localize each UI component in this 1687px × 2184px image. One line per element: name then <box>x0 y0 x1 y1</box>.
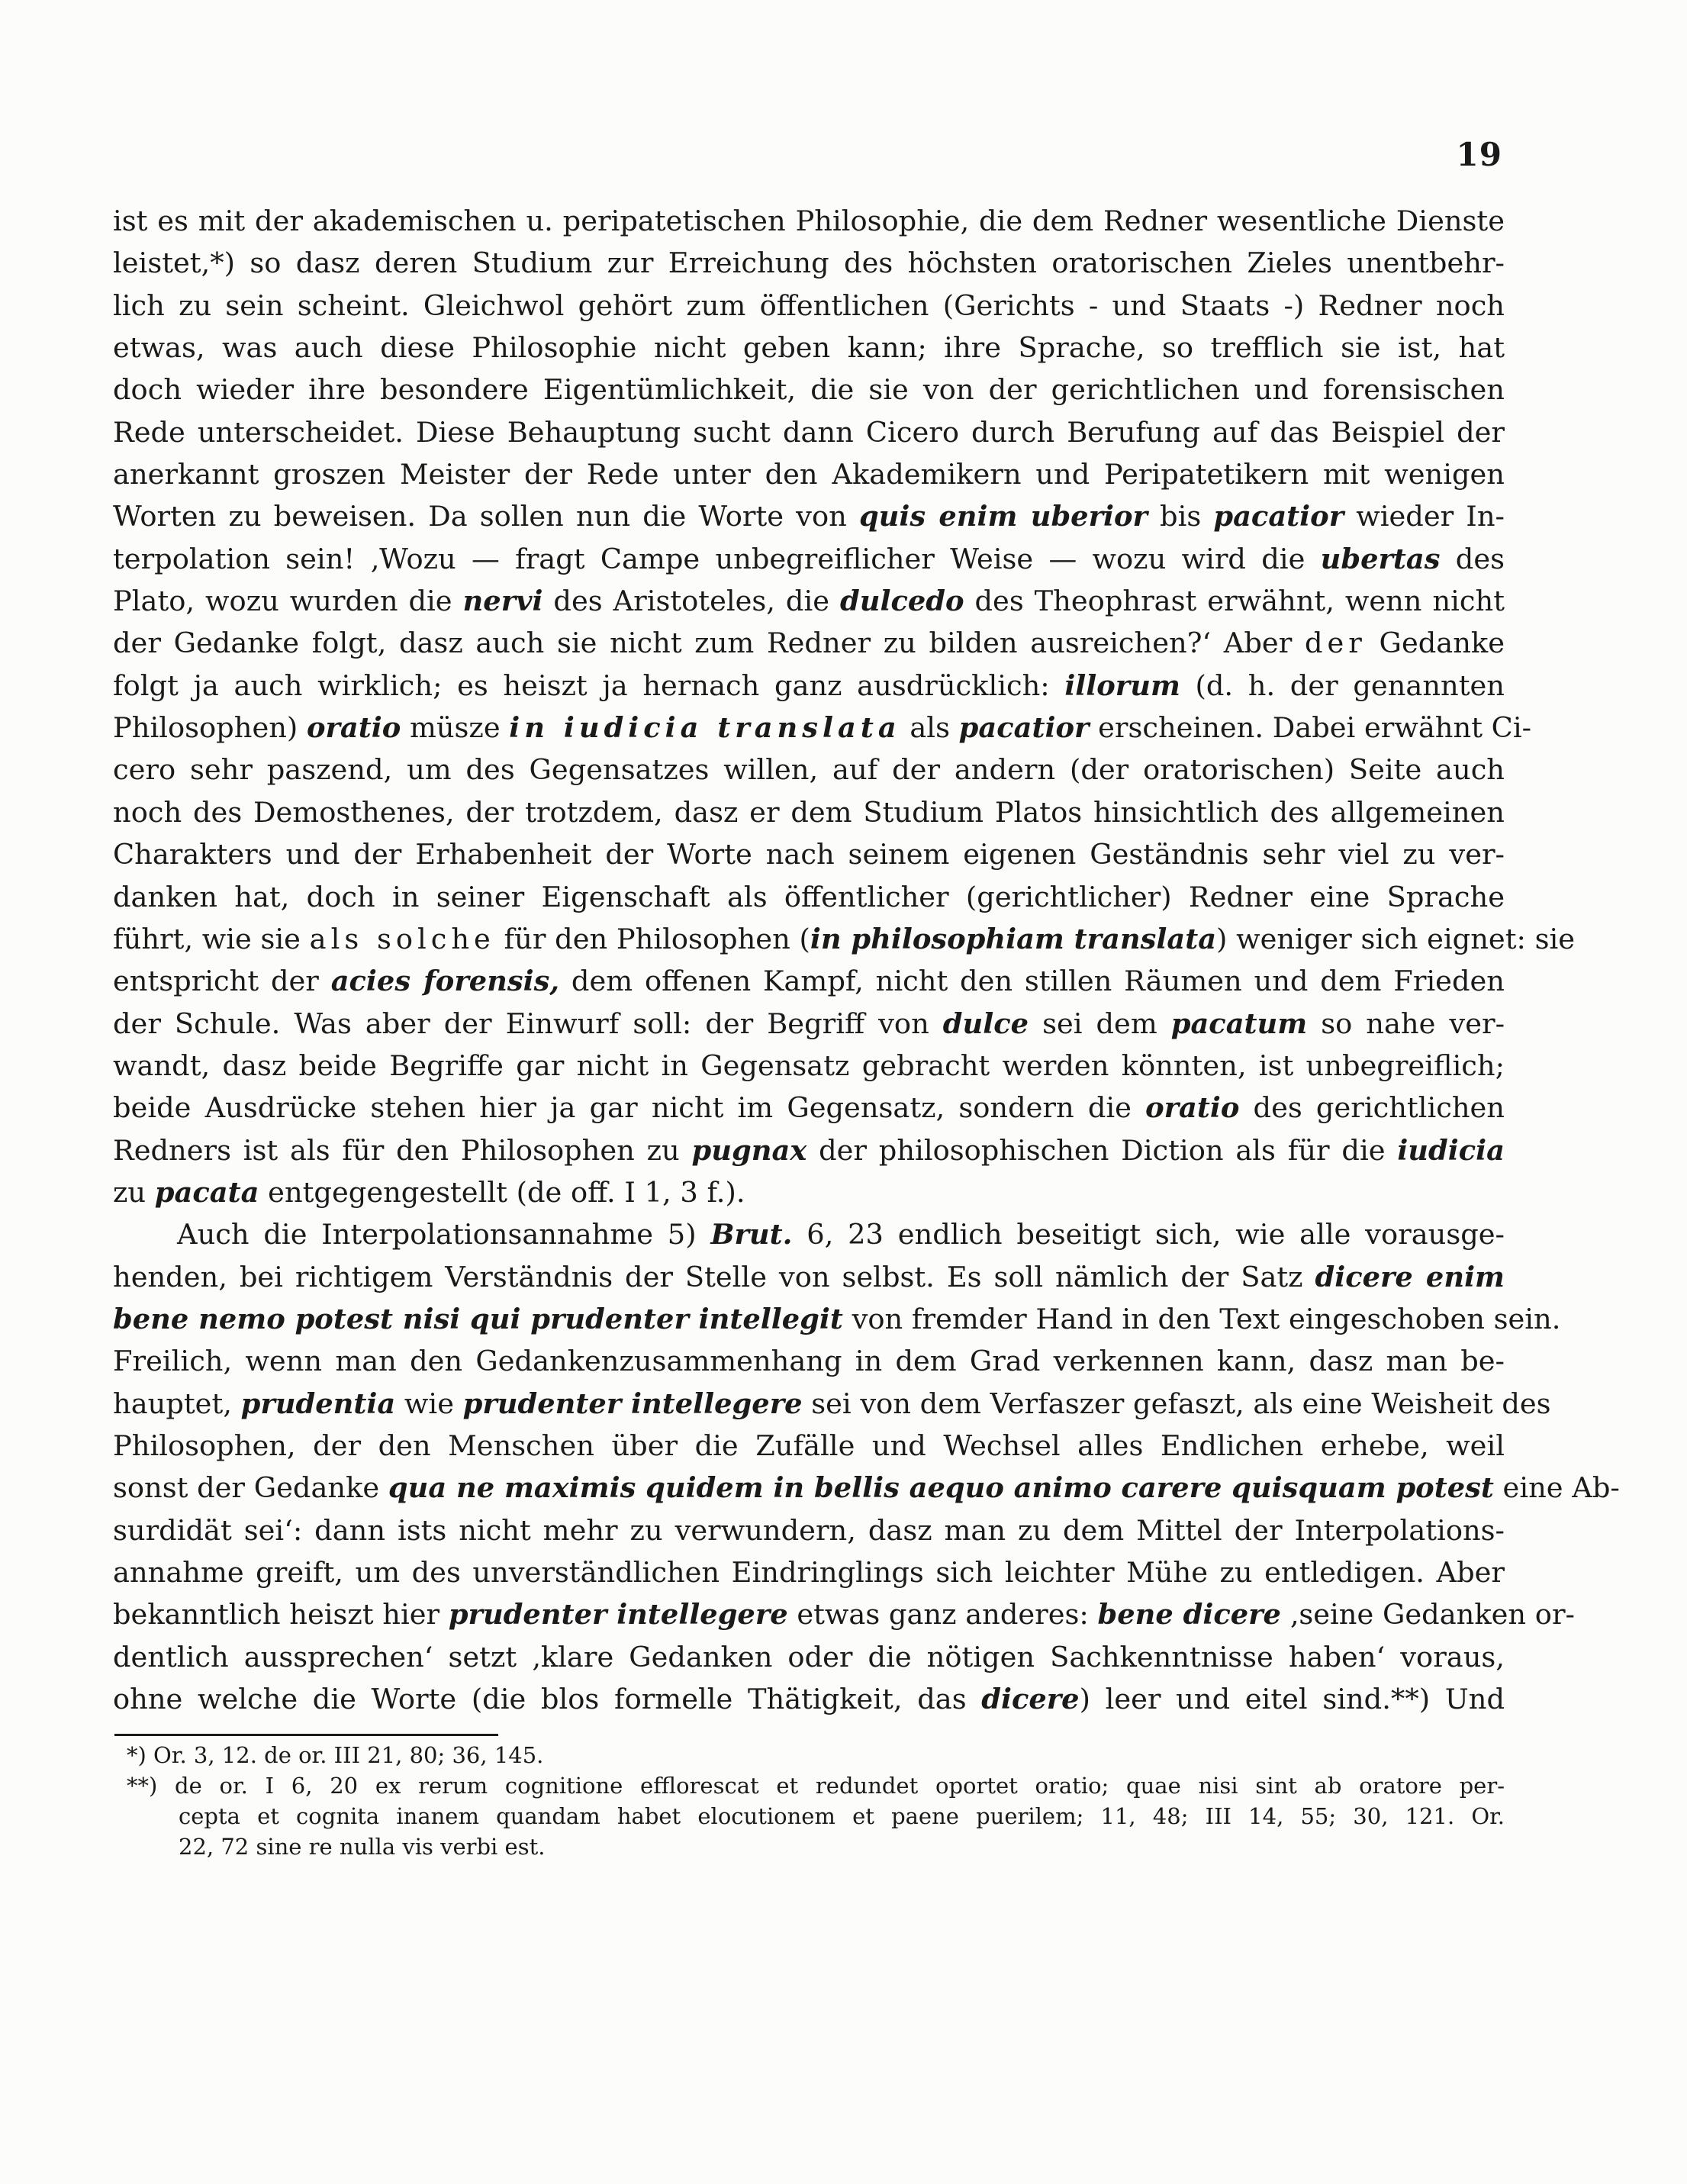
text-run: ohne welche die Worte (die blos formelle Thätigkeit, das <box>113 1683 982 1716</box>
text-run: dem offenen Kampf, nicht den stillen Räumen und dem Frieden <box>559 965 1505 998</box>
text-run: Gedanke <box>1366 627 1505 660</box>
text-run: 6, 23 endlich beseitigt sich, wie alle vorausge- <box>792 1218 1505 1251</box>
text-line <box>113 1171 1505 1213</box>
latin-phrase: bene nemo potest nisi qui prudenter intellegit <box>113 1301 843 1335</box>
latin-phrase: ubertas <box>1320 541 1441 575</box>
text-line: ist es mit der akademischen u. peripatetischen Philosophie, die dem Redner wesentliche Dienste <box>113 205 1505 237</box>
text-line: noch des Demosthenes, der trotzdem, dasz er dem Studium Platos hinsichtlich des allgemeinen <box>113 795 1505 829</box>
text-run: eine Ab- <box>1493 1471 1620 1505</box>
text-line <box>113 1129 1505 1171</box>
text-line: leistet,*) so dasz deren Studium zur Erreichung des höchsten oratorischen Zieles unentbehr- <box>113 246 1505 280</box>
text-line: wandt, dasz beide Begriffe gar nicht in Gegensatz gebracht werden könnten, ist unbegreiflich; <box>113 1049 1505 1082</box>
text-line <box>113 1298 1561 1340</box>
latin-phrase: prudenter intellegere <box>462 1386 803 1420</box>
text-run: beide Ausdrücke stehen hier ja gar nicht im Gegensatz, sondern die <box>113 1091 1146 1125</box>
text-run: bekanntlich heiszt hier <box>113 1598 449 1632</box>
latin-phrase: pugnax <box>691 1132 807 1167</box>
text-run: für den Philosophen ( <box>494 922 810 955</box>
latin-phrase: pacatum <box>1170 1006 1308 1040</box>
text-run: der Schule. Was aber der Einwurf soll: der Begriff von <box>113 1007 943 1040</box>
text-run: zu <box>113 1175 155 1209</box>
text-run: des Aristoteles, die <box>542 585 840 618</box>
text-line <box>113 538 1505 580</box>
text-line <box>113 1213 1505 1255</box>
text-run: wieder In- <box>1344 500 1505 533</box>
latin-phrase-spaced: in iudicia translata <box>509 710 901 745</box>
main-text <box>113 200 1620 1720</box>
latin-phrase: dulcedo <box>839 584 964 618</box>
text-line <box>113 580 1505 622</box>
text-run: wie <box>395 1387 463 1420</box>
footnote-line: 22, 72 sine re nulla vis verbi est. <box>179 1834 546 1860</box>
text-line <box>113 1383 1551 1425</box>
text-run: folgt ja auch wirklich; es heiszt ja hernach ganz ausdrücklich: <box>113 668 1065 702</box>
text-run: führt, wie sie <box>113 922 310 955</box>
spaced-text: als solche <box>309 922 495 955</box>
text-run: der philosophischen Diction als für die <box>806 1133 1398 1167</box>
text-line: surdidät sei‘: dann ists nicht mehr zu verwundern, dasz man zu dem Mittel der Interpolations- <box>113 1513 1505 1547</box>
text-run: (d. h. der genannten <box>1180 668 1505 702</box>
footnote-rule <box>114 1734 498 1736</box>
text-run: ) leer und eitel sind.**) Und <box>1079 1683 1505 1716</box>
latin-phrase: qua ne maximis quidem in bellis aequo animo carere quisquam potest <box>388 1470 1494 1505</box>
text-line <box>113 1678 1505 1720</box>
text-run: als <box>900 711 959 745</box>
latin-phrase: oratio <box>1145 1090 1240 1125</box>
latin-phrase: Brut. <box>710 1217 793 1251</box>
text-run: der Gedanke folgt, dasz auch sie nicht zum Redner zu bilden ausreichen?‘ Aber <box>113 627 1305 660</box>
text-line <box>113 960 1505 1002</box>
latin-phrase: iudicia <box>1397 1132 1505 1167</box>
latin-phrase: acies forensis, <box>330 964 560 998</box>
text-line: doch wieder ihre besondere Eigentümlichkeit, die sie von der gerichtlichen und forensischen <box>113 373 1505 407</box>
text-run: terpolation sein! ‚Wozu — fragt Campe unbegreiflicher Weise — wozu wird die <box>113 542 1321 575</box>
footnote-line: cepta et cognita inanem quandam habet elocutionem et paene puerilem; 11, 48; III 14, 55; 30, 121. Or. <box>179 1803 1505 1829</box>
latin-phrase: in philosophiam translata <box>810 921 1217 955</box>
text-run: ) weniger sich eignet: sie <box>1216 922 1575 955</box>
text-line <box>113 665 1505 707</box>
text-line <box>113 1003 1505 1045</box>
text-line: danken hat, doch in seiner Eigenschaft als öffentlicher (gerichtlicher) Redner eine Sprache <box>113 880 1505 913</box>
footnote-line: *) Or. 3, 12. de or. III 21, 80; 36, 145. <box>127 1742 544 1768</box>
text-run: erscheinen. Dabei erwähnt Ci- <box>1089 711 1532 745</box>
text-run: etwas ganz anderes: <box>787 1598 1098 1632</box>
page-number: 19 <box>1456 136 1502 173</box>
text-run: sei von dem Verfaszer gefaszt, als eine Weisheit des <box>802 1387 1551 1420</box>
text-line <box>113 495 1505 537</box>
latin-phrase: pacatior <box>958 710 1090 745</box>
latin-phrase: illorum <box>1064 668 1180 702</box>
spaced-text: der <box>1304 627 1367 660</box>
text-line: Charakters und der Erhabenheit der Worte nach seinem eigenen Geständnis sehr viel zu ver- <box>113 838 1505 871</box>
latin-phrase: pacata <box>154 1174 259 1209</box>
text-run: entgegengestellt (de off. I 1, 3 f.). <box>259 1175 745 1209</box>
text-line: dentlich aussprechen‘ setzt ‚klare Gedanken oder die nötigen Sachkenntnisse haben‘ voraus, <box>113 1640 1505 1673</box>
text-line <box>113 1593 1575 1635</box>
text-line: Rede unterscheidet. Diese Behauptung sucht dann Cicero durch Berufung auf das Beispiel der <box>113 415 1505 449</box>
text-line: etwas, was auch diese Philosophie nicht geben kann; ihre Sprache, so trefflich sie ist, hat <box>113 331 1505 365</box>
text-run: des Theophrast erwähnt, wenn nicht <box>964 585 1505 618</box>
text-run: Worten zu beweisen. Da sollen nun die Worte von <box>113 500 859 533</box>
text-line <box>113 1256 1505 1298</box>
text-run: so nahe ver- <box>1307 1007 1505 1040</box>
text-run: sonst der Gedanke <box>113 1471 388 1505</box>
text-run: entspricht der <box>113 965 331 998</box>
latin-phrase: dicere <box>981 1682 1080 1716</box>
text-line: Freilich, wenn man den Gedankenzusammenhang in dem Grad verkennen kann, dasz man be- <box>113 1345 1505 1378</box>
text-run: Auch die Interpolationsannahme 5) <box>177 1218 711 1251</box>
text-run: des <box>1440 542 1505 575</box>
text-run: bis <box>1147 500 1214 533</box>
text-line <box>113 707 1532 749</box>
text-line: cero sehr paszend, um des Gegensatzes willen, auf der andern (der oratorischen) Seite auch <box>113 753 1505 787</box>
text-run: von fremder Hand in den Text eingeschoben sein. <box>842 1302 1561 1335</box>
text-run: hauptet, <box>113 1387 241 1420</box>
text-run: des gerichtlichen <box>1239 1091 1505 1125</box>
latin-phrase: quis enim uberior <box>858 499 1148 533</box>
text-run: ‚seine Gedanken or- <box>1280 1598 1575 1632</box>
text-line <box>113 1467 1620 1509</box>
text-run: Redners ist als für den Philosophen zu <box>113 1133 692 1167</box>
text-line: lich zu sein scheint. Gleichwol gehört zum öffentlichen (Gerichts - und Staats -) Redner noch <box>113 288 1505 322</box>
text-line: annahme greift, um des unverständlichen Eindringlings sich leichter Mühe zu entledigen. Aber <box>113 1556 1505 1589</box>
text-run: Plato, wozu wurden die <box>113 585 463 618</box>
footnotes <box>114 1740 1505 1862</box>
latin-phrase: prudenter intellegere <box>448 1597 788 1632</box>
text-line: Philosophen, der den Menschen über die Zufälle und Wechsel alles Endlichen erhebe, weil <box>113 1429 1505 1462</box>
text-run: müsze <box>401 711 510 745</box>
text-run: sei dem <box>1029 1007 1171 1040</box>
latin-phrase: dicere enim <box>1315 1259 1505 1293</box>
footnote-line: **) de or. I 6, 20 ex rerum cognitione efflorescat et redundet oportet oratio; quae nisi sint ab oratore per- <box>127 1773 1505 1799</box>
text-run: Philosophen) <box>113 711 307 745</box>
latin-phrase: pacatior <box>1213 499 1344 533</box>
text-run: henden, bei richtigem Verständnis der Stelle von selbst. Es soll nämlich der Satz <box>113 1260 1315 1293</box>
latin-phrase: dulce <box>942 1006 1029 1040</box>
latin-phrase: prudentia <box>240 1386 396 1420</box>
latin-phrase: oratio <box>306 710 401 745</box>
latin-phrase: bene dicere <box>1097 1597 1281 1632</box>
latin-phrase: nervi <box>462 584 543 618</box>
text-line <box>113 918 1575 960</box>
text-line: anerkannt groszen Meister der Rede unter den Akademikern und Peripatetikern mit wenigen <box>113 458 1505 491</box>
text-line <box>113 622 1505 664</box>
text-line <box>113 1087 1505 1129</box>
